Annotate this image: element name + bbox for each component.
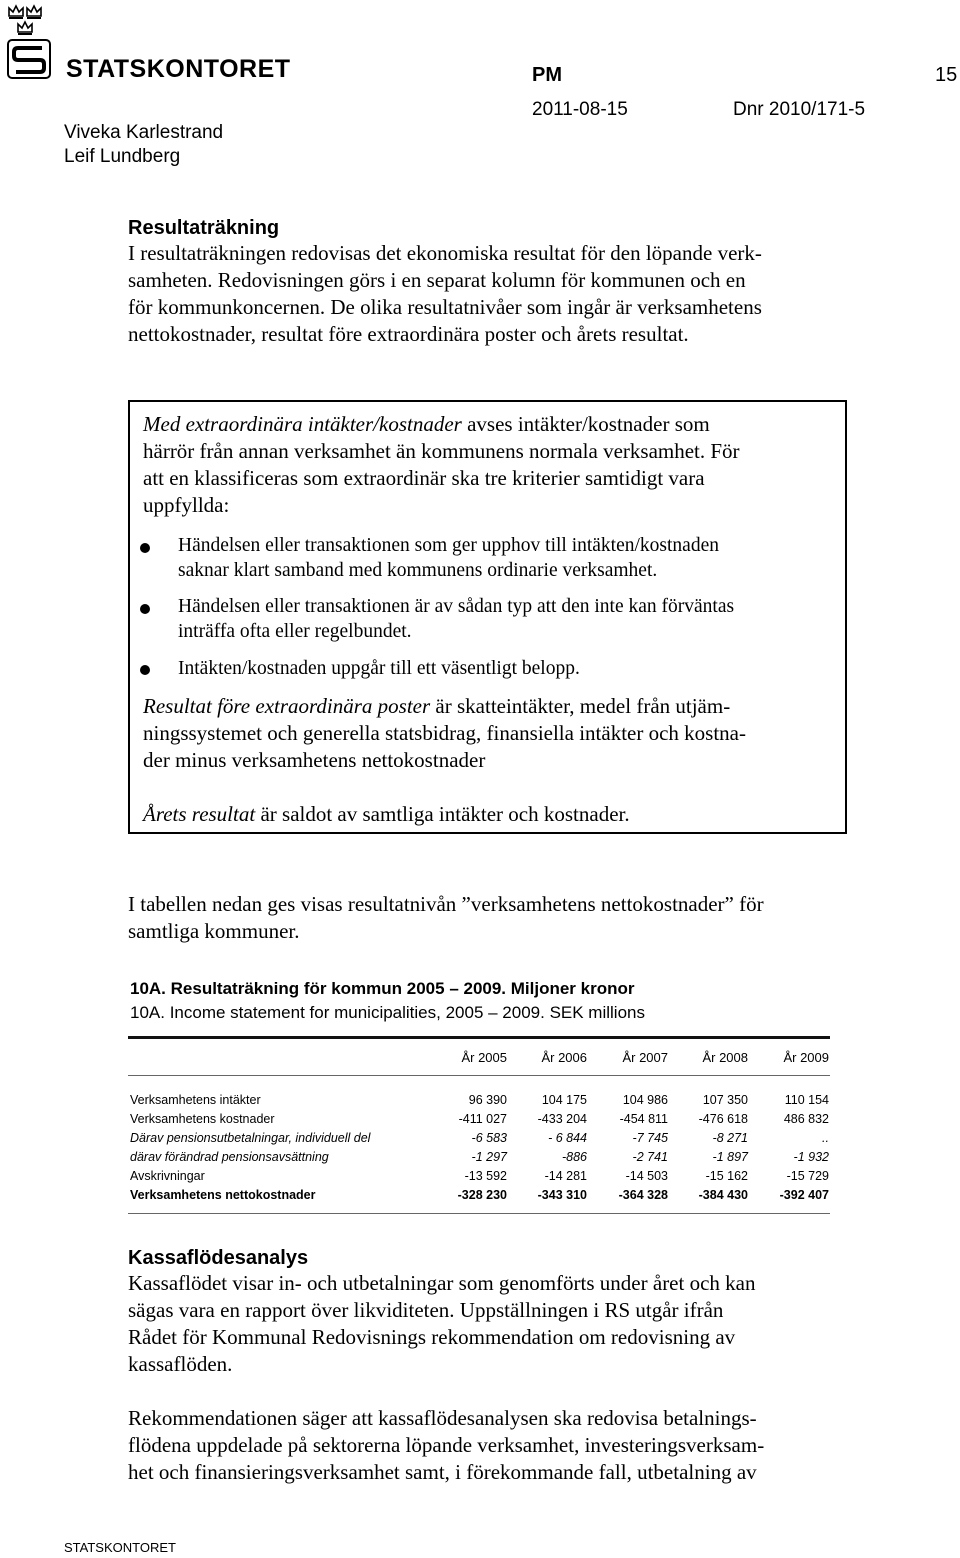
table-cell: -14 503 [625,1169,668,1183]
table-cell: 107 350 [702,1093,748,1107]
paragraph-line: för kommunkoncernen. De olika resultatnivåer som ingår är verksamhetens [128,295,762,319]
criteria-line: saknar klart samband med kommunens ordinarie verksamhet. [178,560,658,581]
year-header: År 2009 [783,1050,829,1065]
criteria-line: Händelsen eller transaktionen är av sådan typ att den inte kan förväntas [178,596,735,617]
table-cell: -13 592 [464,1169,507,1183]
table-cell: -1 932 [793,1150,829,1164]
criteria-line: Intäkten/kostnaden uppgår till ett väsentligt belopp. [178,658,580,679]
table-row-label: Verksamhetens nettokostnader [130,1188,316,1202]
paragraph-line: I tabellen nedan ges visas resultatnivån ”verksamhetens nettokostnader” för [128,892,764,916]
paragraph-line: Kassaflödet visar in- och utbetalningar som genomförts under året och kan [128,1271,756,1295]
table-intro [128,891,848,945]
year-header: År 2008 [702,1050,748,1065]
table-row-label: Verksamhetens kostnader [130,1112,275,1126]
table-cell: -1 897 [712,1150,748,1164]
table-row-label: Avskrivningar [130,1169,205,1183]
paragraph-line: samheten. Redovisningen görs i en separat kolumn för kommunen och en [128,268,746,292]
table-title-sv: 10A. Resultaträkning för kommun 2005 – 2009. Miljoner kronor [130,979,635,998]
table-cell: .. [822,1131,829,1145]
table-cell: -15 162 [705,1169,748,1183]
definition-intro [143,411,833,519]
table-cell: -433 204 [537,1112,587,1126]
table-cell: -2 741 [632,1150,668,1164]
term-resultat-fore: Resultat före extraordinära poster [143,694,431,718]
section-heading-resultatrakning: Resultaträkning [128,217,280,239]
kassaflode-paragraph-2 [128,1405,848,1486]
definition-text: är skatteintäkter, medel från utjäm- [430,694,731,718]
term-arets-resultat: Årets resultat [143,802,256,826]
document-number: Dnr 2010/171-5 [733,99,866,120]
year-header: År 2007 [622,1050,668,1065]
table-cell: -392 407 [779,1188,829,1202]
criteria-item [178,533,818,583]
document-date: 2011-08-15 [532,99,628,120]
table-cell: 110 154 [784,1093,829,1107]
table-row-label: Verksamhetens intäkter [130,1093,261,1107]
table-cell: -476 618 [698,1112,748,1126]
table-row-label: därav förändrad pensionsavsättning [130,1150,329,1164]
paragraph-line: kassaflöden. [128,1352,233,1376]
arets-resultat-definition [143,801,833,828]
table-cell: -15 729 [786,1169,829,1183]
statskontoret-logo [6,2,58,82]
table-cell: 96 390 [468,1093,507,1107]
table-cell: -8 271 [712,1131,748,1145]
paragraph-line: nettokostnader, resultat före extraordinära poster och årets resultat. [128,322,689,346]
table-cell: -454 811 [619,1112,668,1126]
definition-text: avses intäkter/kostnader som [461,412,710,436]
definition-line: att en klassificeras som extraordinär ska tre kriterier samtidigt vara [143,466,705,490]
organization-name: STATSKONTORET [66,55,291,83]
table-cell: 486 832 [783,1112,829,1126]
paragraph-line: Rekommendationen säger att kassaflödesanalysen ska redovisa betalnings- [128,1406,757,1430]
bullet-icon [140,543,150,553]
criteria-line: inträffa ofta eller regelbundet. [178,621,412,642]
definition-line: ningssystemet och generella statsbidrag, finansiella intäkter och kostna- [143,721,746,745]
page-number: 15 [935,64,958,86]
criteria-item [178,594,818,644]
paragraph-line: het och finansieringsverksamhet samt, i förekommande fall, utbetalning av [128,1460,757,1484]
table-cell: -343 310 [537,1188,587,1202]
definition-line: härrör från annan verksamhet än kommunens normala verksamhet. För [143,439,740,463]
table-header-rule [128,1075,830,1076]
table-top-rule [128,1036,830,1039]
bullet-icon [140,604,150,614]
paragraph-line: sägas vara en rapport över likviditeten. Uppställningen i RS utgår ifrån [128,1298,724,1322]
year-header: År 2006 [541,1050,587,1065]
paragraph-line: I resultaträkningen redovisas det ekonomiska resultat för den löpande verk- [128,241,762,265]
table-cell: -6 583 [471,1131,507,1145]
kassaflode-paragraph-1 [128,1270,848,1378]
bullet-icon [140,665,150,675]
footer-organization: STATSKONTORET [64,1540,176,1555]
table-cell: -1 297 [471,1150,507,1164]
definition-text: är saldot av samtliga intäkter och kostnader. [255,802,630,826]
year-header: År 2005 [461,1050,507,1065]
table-title-en: 10A. Income statement for municipalities, 2005 – 2009. SEK millions [130,1003,645,1022]
author-1: Viveka Karlestrand [64,122,224,143]
paragraph-line: Rådet för Kommunal Redovisnings rekommendation om redovisning av [128,1325,736,1349]
definition-line: uppfyllda: [143,493,230,517]
paragraph-line: samtliga kommuner. [128,919,300,943]
table-cell: -7 745 [632,1131,668,1145]
table-cell: -328 230 [457,1188,507,1202]
table-cell: -364 328 [618,1188,668,1202]
paragraph-line: flödena uppdelade på sektorerna löpande verksamhet, investeringsverksam- [128,1433,765,1457]
table-cell: -384 430 [698,1188,748,1202]
criteria-item [178,656,818,681]
section-heading-kassaflodesanalys: Kassaflödesanalys [128,1247,309,1269]
table-bottom-rule [128,1213,830,1214]
table-cell: 104 986 [622,1093,668,1107]
author-2: Leif Lundberg [64,146,181,167]
table-cell: - 6 844 [548,1131,587,1145]
table-cell: -14 281 [544,1169,587,1183]
resultat-definition [143,693,833,774]
term-extraordinara: Med extraordinära intäkter/kostnader [143,412,462,436]
table-cell: -411 027 [458,1112,507,1126]
table-row-label: Därav pensionsutbetalningar, individuell del [130,1131,371,1145]
document-type: PM [532,64,562,86]
table-cell: -886 [561,1150,587,1164]
resultatrakning-paragraph [128,240,848,348]
table-cell: 104 175 [541,1093,587,1107]
definition-line: der minus verksamhetens nettokostnader [143,748,486,772]
criteria-line: Händelsen eller transaktionen som ger upphov till intäkten/kostnaden [178,535,719,556]
